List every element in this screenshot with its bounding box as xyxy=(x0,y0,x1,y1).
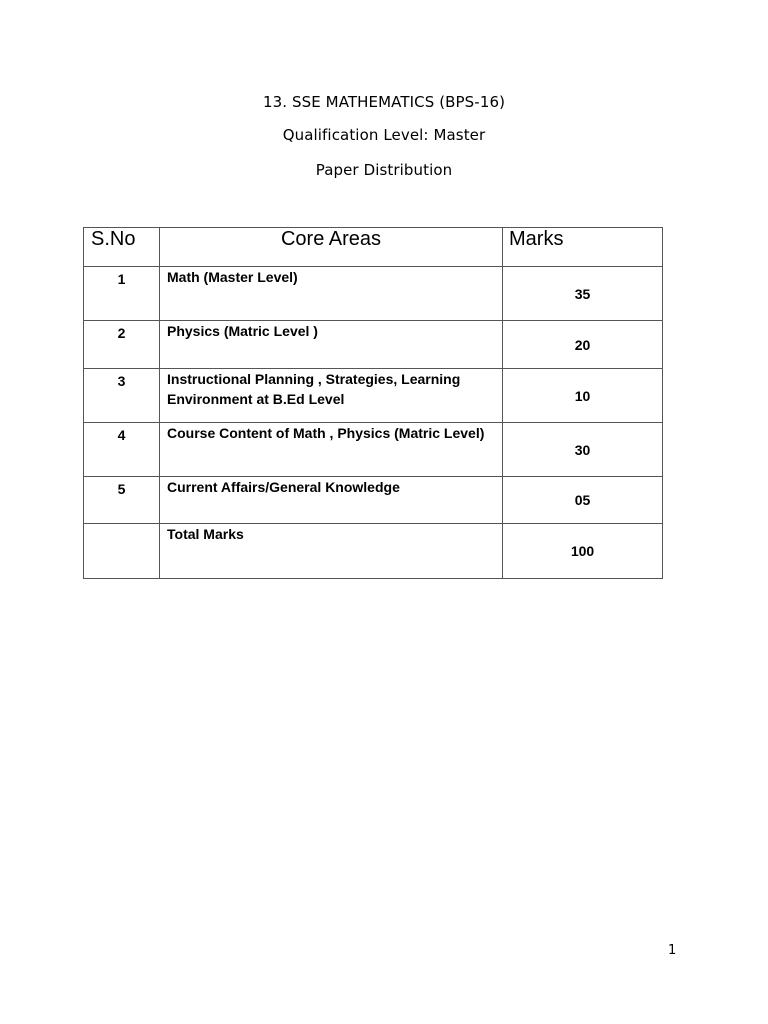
row-core-area: Instructional Planning , Strategies, Learning Environment at B.Ed Level xyxy=(160,369,503,423)
page-number: 1 xyxy=(668,943,677,958)
document-title: 13. SSE MATHEMATICS (BPS-16) xyxy=(262,93,506,111)
row-marks: 20 xyxy=(503,321,663,369)
table-row xyxy=(84,423,663,477)
row-marks: 100 xyxy=(503,524,663,579)
row-sno: 1 xyxy=(84,267,160,321)
paper-distribution-table xyxy=(83,227,663,579)
header-sno: S.No xyxy=(84,228,160,267)
row-core-area: Current Affairs/General Knowledge xyxy=(160,477,503,524)
row-marks: 30 xyxy=(503,423,663,477)
header-marks: Marks xyxy=(503,228,663,267)
table-row xyxy=(84,321,663,369)
qualification-level: Qualification Level: Master xyxy=(282,126,486,144)
table-row-total xyxy=(84,524,663,579)
row-sno xyxy=(84,524,160,579)
row-sno: 4 xyxy=(84,423,160,477)
row-sno: 3 xyxy=(84,369,160,423)
row-marks: 05 xyxy=(503,477,663,524)
row-sno: 2 xyxy=(84,321,160,369)
header-core-areas: Core Areas xyxy=(160,228,503,267)
row-core-area: Math (Master Level) xyxy=(160,267,503,321)
table-row xyxy=(84,267,663,321)
table-header-row xyxy=(84,228,663,267)
table-row xyxy=(84,477,663,524)
row-core-area: Course Content of Math , Physics (Matric Level) xyxy=(160,423,503,477)
table-row xyxy=(84,369,663,423)
row-sno: 5 xyxy=(84,477,160,524)
row-core-area: Physics (Matric Level ) xyxy=(160,321,503,369)
row-marks: 35 xyxy=(503,267,663,321)
row-marks: 10 xyxy=(503,369,663,423)
document-subtitle: Paper Distribution xyxy=(315,161,453,179)
row-core-area: Total Marks xyxy=(160,524,503,579)
